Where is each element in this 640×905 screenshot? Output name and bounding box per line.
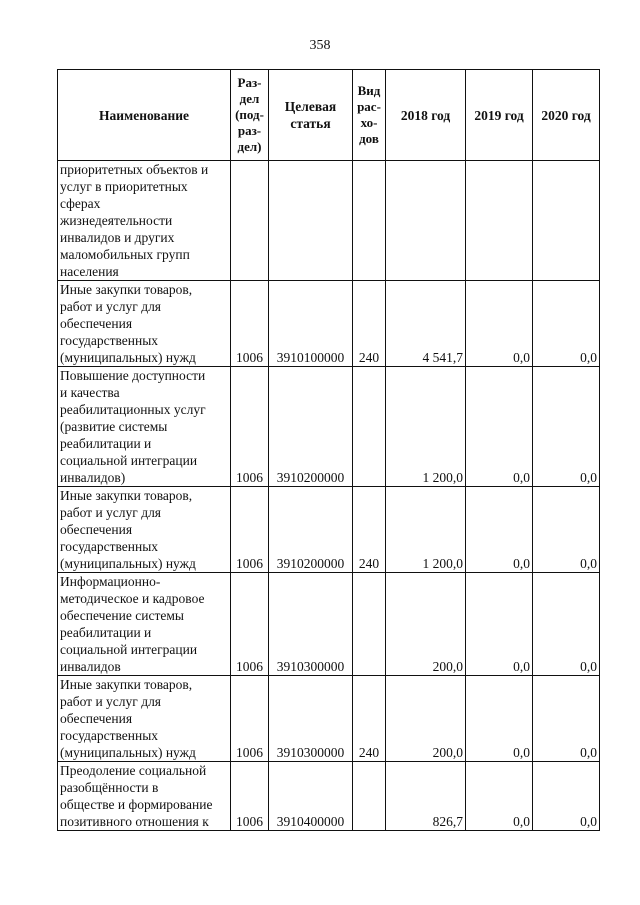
cell-2019 — [466, 161, 533, 281]
cell-expense — [353, 161, 386, 281]
cell-section: 1006 — [231, 762, 269, 831]
cell-2019: 0,0 — [466, 487, 533, 573]
table-row — [58, 281, 600, 367]
cell-name: Повышение доступности и качества реабилитационных услуг (развитие системы реабилитации и социальной интеграции инвалидов) — [58, 367, 231, 487]
cell-2018: 4 541,7 — [386, 281, 466, 367]
cell-target — [269, 161, 353, 281]
header-name: Наименование — [58, 70, 231, 161]
header-2020: 2020 год — [533, 70, 600, 161]
cell-2020: 0,0 — [533, 762, 600, 831]
cell-target: 3910100000 — [269, 281, 353, 367]
page-number: 358 — [309, 38, 331, 53]
header-2018: 2018 год — [386, 70, 466, 161]
cell-name: Иные закупки товаров, работ и услуг для обеспечения государственных (муниципальных) нужд — [58, 676, 231, 762]
cell-2019: 0,0 — [466, 281, 533, 367]
header-target: Целевая статья — [269, 70, 353, 161]
cell-target: 3910200000 — [269, 367, 353, 487]
cell-expense — [353, 573, 386, 676]
cell-section: 1006 — [231, 281, 269, 367]
cell-name: Информационно- методическое и кадровое обеспечение системы реабилитации и социальной интеграции инвалидов — [58, 573, 231, 676]
cell-expense: 240 — [353, 676, 386, 762]
cell-name: приоритетных объектов и услуг в приоритетных сферах жизнедеятельности инвалидов и других маломобильных групп населения — [58, 161, 231, 281]
cell-target: 3910200000 — [269, 487, 353, 573]
cell-2019: 0,0 — [466, 367, 533, 487]
cell-expense — [353, 367, 386, 487]
cell-section: 1006 — [231, 573, 269, 676]
table-row — [58, 161, 600, 281]
cell-2018: 1 200,0 — [386, 367, 466, 487]
cell-2020: 0,0 — [533, 676, 600, 762]
cell-2019: 0,0 — [466, 573, 533, 676]
table-row — [58, 573, 600, 676]
budget-table — [57, 69, 600, 831]
header-section: Раз- дел (под- раз- дел) — [231, 70, 269, 161]
cell-section — [231, 161, 269, 281]
table-row — [58, 487, 600, 573]
table-row — [58, 762, 600, 831]
cell-section: 1006 — [231, 487, 269, 573]
cell-2018: 200,0 — [386, 573, 466, 676]
cell-2020: 0,0 — [533, 487, 600, 573]
cell-2020: 0,0 — [533, 281, 600, 367]
cell-2020 — [533, 161, 600, 281]
cell-2018: 200,0 — [386, 676, 466, 762]
table-row — [58, 676, 600, 762]
cell-2018: 1 200,0 — [386, 487, 466, 573]
header-expense: Вид рас- хо- дов — [353, 70, 386, 161]
table-header-row — [58, 70, 600, 161]
cell-2020: 0,0 — [533, 573, 600, 676]
cell-2019: 0,0 — [466, 762, 533, 831]
cell-section: 1006 — [231, 367, 269, 487]
cell-expense — [353, 762, 386, 831]
cell-expense: 240 — [353, 487, 386, 573]
cell-2019: 0,0 — [466, 676, 533, 762]
cell-name: Иные закупки товаров, работ и услуг для обеспечения государственных (муниципальных) нужд — [58, 487, 231, 573]
cell-target: 3910300000 — [269, 573, 353, 676]
table-row — [58, 367, 600, 487]
cell-2018: 826,7 — [386, 762, 466, 831]
cell-expense: 240 — [353, 281, 386, 367]
header-2019: 2019 год — [466, 70, 533, 161]
cell-2018 — [386, 161, 466, 281]
cell-2020: 0,0 — [533, 367, 600, 487]
cell-name: Иные закупки товаров, работ и услуг для обеспечения государственных (муниципальных) нужд — [58, 281, 231, 367]
cell-section: 1006 — [231, 676, 269, 762]
cell-target: 3910300000 — [269, 676, 353, 762]
cell-target: 3910400000 — [269, 762, 353, 831]
cell-name: Преодоление социальной разобщённости в обществе и формирование позитивного отношения к — [58, 762, 231, 831]
